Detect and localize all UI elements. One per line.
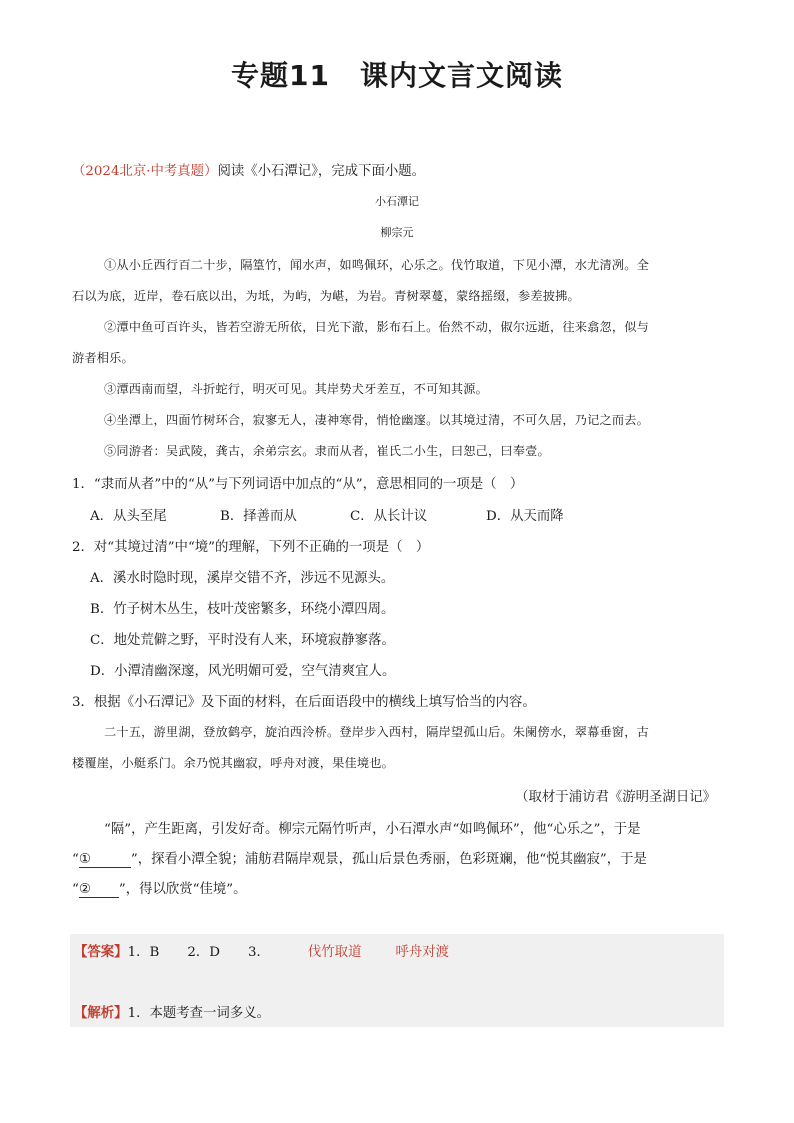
question-source: （2024北京·中考真题） [72,164,218,179]
q2-option-c: C．地处荒僻之野，平时没有人来，环境寂静寥落。 [90,633,395,648]
answer-1: 1．B [127,945,160,960]
passage-author: 柳宗元 [380,226,414,239]
passage-p5: ⑤同游者：吴武陵，龚古，余弟宗玄。隶而从者，崔氏二小生，曰恕己，曰奉壹。 [104,444,550,458]
analysis-tag: 【解析】 [74,1005,128,1021]
material-line1: 二十五，游里湖，登放鹤亭，旋泊西泠桥。登岸步入西村，隔岸望孤山后。朱阑傍水，翠幕垂窗，古 [104,725,650,739]
answer-3-blank-1: 伐竹取道 [307,945,362,960]
q1-option-c: C．从长计议 [350,509,428,524]
page-title [0,54,794,94]
analysis-line [74,1002,270,1021]
answer-line [74,941,449,960]
fill-paragraph-line2: “① ”，探看小潭全貌；浦舫君隔岸观景，孤山后景色秀丽，色彩斑斓，他“悦其幽寂”，于是 [72,852,647,867]
passage-title: 小石潭记 [375,195,419,208]
answer-2: 2．D [187,945,220,960]
intro-line [72,160,425,179]
fill-paragraph-line3: “② ”，得以欣赏“佳境”。 [72,882,247,897]
question-3: 3．根据《小石潭记》及下面的材料，在后面语段中的横线上填写恰当的内容。 [72,695,536,710]
analysis-text: 1．本题考查一词多义。 [127,1006,270,1021]
answer-3-label: 3． [247,945,270,960]
q1-option-b: B．择善而从 [220,509,297,524]
passage-p1-line2: 石以为底，近岸，卷石底以出，为坻，为屿，为嵁，为岩。青树翠蔓，蒙络摇缀，参差披拂。 [72,289,580,303]
question-2: 2．对“其境过清”中“境”的理解，下列不正确的一项是（ ） [72,540,430,555]
passage-p2-line2: 游者相乐。 [72,351,134,365]
q2-option-b: B．竹子树木丛生，枝叶茂密繁多，环绕小潭四周。 [90,602,395,617]
passage-p4: ④坐潭上，四面竹树环合，寂寥无人，凄神寒骨，悄怆幽邃。以其境过清，不可久居，乃记之而去。 [104,413,650,427]
q2-option-a: A．溪水时隐时现，溪岸交错不齐，涉远不见源头。 [90,571,395,586]
blank-1[interactable]: ① [79,852,131,868]
fill-paragraph-line1: “隔”，产生距离，引发好奇。柳宗元隔竹听声，小石潭水声“如鸣佩环”，他“心乐之”，于是 [104,822,641,837]
passage-p3: ③潭西南而望，斗折蛇行，明灭可见。其岸势犬牙差互，不可知其源。 [104,382,489,396]
q1-option-d: D．从天而降 [486,509,564,524]
title-topic-name: 课内文言文阅读 [359,59,563,92]
title-topic-number: 专题11 [231,59,330,92]
q2-option-d: D．小潭清幽深邃，风光明媚可爱，空气清爽宜人。 [90,664,396,679]
intro-text: 阅读《小石潭记》，完成下面小题。 [217,164,426,179]
question-1: 1．“隶而从者”中的“从”与下列词语中加点的“从”，意思相同的一项是（ ） [72,477,524,492]
material-line2: 楼覆崖，小艇系门。余乃悦其幽寂，呼舟对渡，果佳境也。 [72,756,395,770]
material-source: （取材于浦访君《游明圣湖日记》 [515,790,716,805]
answer-3-blank-2: 呼舟对渡 [395,945,450,960]
passage-p2-line1: ②潭中鱼可百许头，皆若空游无所依，日光下澈，影布石上。佁然不动，俶尔远逝，往来翕忽，似与 [104,320,650,334]
passage-p1-line1: ①从小丘西行百二十步，隔篁竹，闻水声，如鸣佩环，心乐之。伐竹取道，下见小潭，水尤清冽。全 [104,258,650,272]
blank-2[interactable]: ② [79,882,119,898]
q1-option-a: A．从头至尾 [90,509,167,524]
answer-tag: 【答案】 [74,944,128,960]
